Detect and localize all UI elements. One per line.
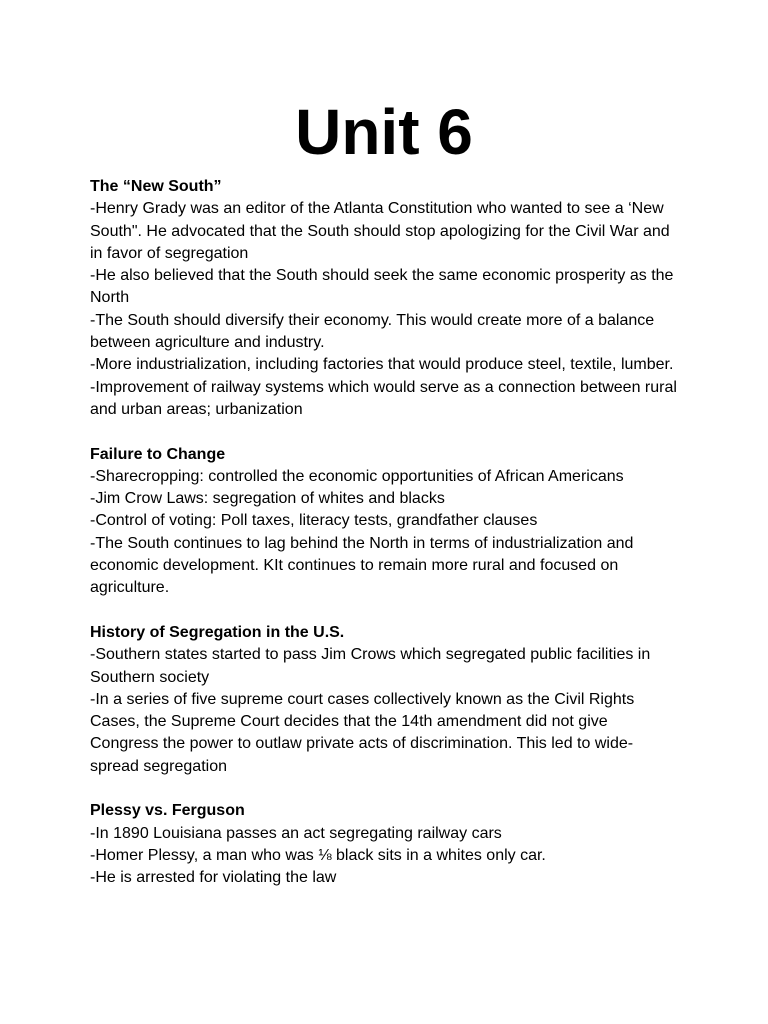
section-heading: Failure to Change bbox=[90, 445, 226, 463]
document-body bbox=[90, 176, 680, 912]
paragraph: -Homer Plessy, a man who was ⅛ black sits in a whites only car. bbox=[90, 846, 546, 864]
paragraph: -He also believed that the South should seek the same economic prosperity as the North bbox=[90, 267, 674, 307]
paragraph: -The South should diversify their economy. This would create more of a balance between agriculture and industry. bbox=[90, 311, 655, 352]
paragraph: -In 1890 Louisiana passes an act segregating railway cars bbox=[90, 824, 502, 842]
paragraph: -In a series of five supreme court cases collectively known as the Civil Rights Cases, the Supreme Court decides that the 14th amendment did not give Congress the power to outlaw private acts of discrimination. This led to wide-spread segregation bbox=[90, 690, 635, 775]
paragraph: -Henry Grady was an editor of the Atlanta Constitution who wanted to see a ‘New South". He advocated that the South should stop apologizing for the Civil War and in favor of segregation bbox=[90, 200, 670, 262]
paragraph: -More industrialization, including factories that would produce steel, textile, lumber. bbox=[90, 356, 674, 374]
paragraph: -The South continues to lag behind the North in terms of industrialization and economic development. KIt continues to remain more rural and focused on agriculture. bbox=[90, 534, 634, 597]
section-heading: The “New South” bbox=[90, 178, 222, 195]
paragraph: -Southern states started to pass Jim Crows which segregated public facilities in Southern society bbox=[90, 646, 651, 686]
paragraph: -Sharecropping: controlled the economic opportunities of African Americans bbox=[90, 467, 624, 485]
paragraph: -Jim Crow Laws: segregation of whites and blacks bbox=[90, 490, 445, 508]
section-heading: History of Segregation in the U.S. bbox=[90, 623, 345, 641]
paragraph: -Control of voting: Poll taxes, literacy tests, grandfather clauses bbox=[90, 512, 538, 530]
document-title: Unit 6 bbox=[295, 96, 473, 168]
paragraph: -Improvement of railway systems which would serve as a connection between rural and urban areas; urbanization bbox=[90, 378, 677, 418]
section-heading: Plessy vs. Ferguson bbox=[90, 802, 245, 820]
section-failure-to-change bbox=[90, 444, 680, 600]
paragraph: -He is arrested for violating the law bbox=[90, 869, 337, 887]
section-history-of-segregation bbox=[90, 622, 680, 778]
section-plessy-vs-ferguson bbox=[90, 800, 680, 889]
section-new-south bbox=[90, 176, 680, 421]
